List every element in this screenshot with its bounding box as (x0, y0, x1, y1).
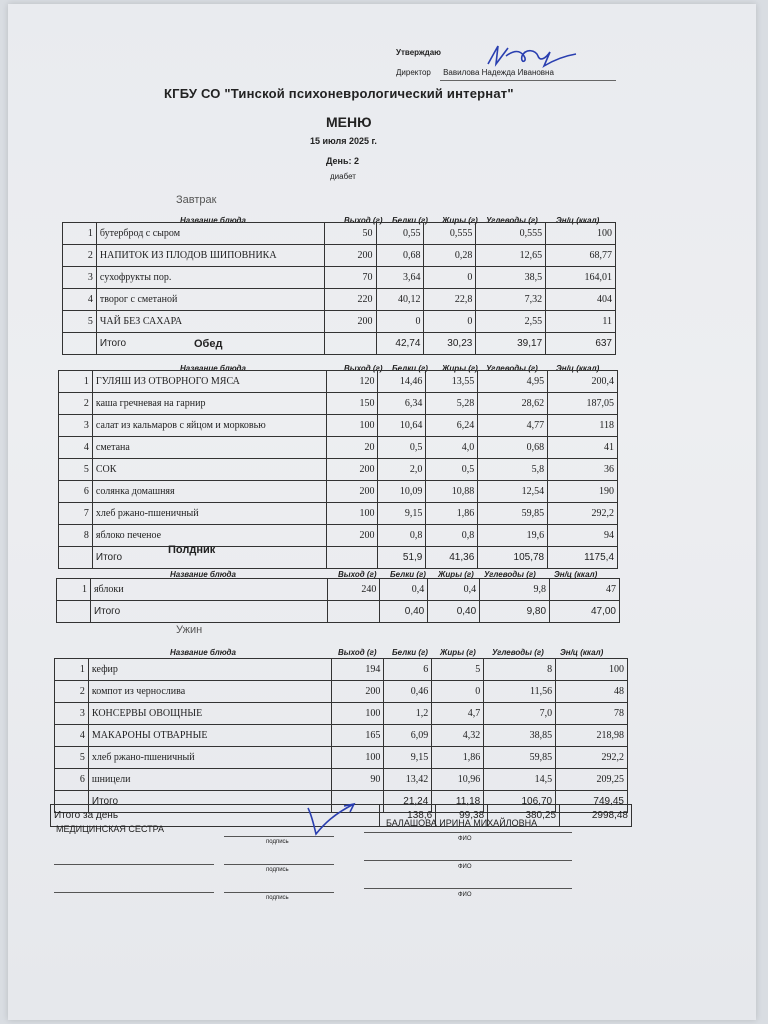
dish-name: сухофрукты пор. (96, 267, 324, 289)
row-number: 2 (63, 245, 97, 267)
dish-carbs: 7,0 (484, 703, 556, 725)
dish-output: 200 (326, 481, 378, 503)
col-energy: Эн/ц (ккал) (560, 648, 604, 657)
day-total-carbs: 380,25 (488, 805, 560, 827)
dish-name: шницели (88, 769, 332, 791)
dish-name: яблоко печеное (92, 525, 326, 547)
section-title-lunch: Обед (194, 338, 223, 350)
dish-name: ЧАЙ БЕЗ САХАРА (96, 311, 324, 333)
col-protein: Белки (г) (392, 364, 428, 373)
dish-name: ГУЛЯШ ИЗ ОТВОРНОГО МЯСА (92, 371, 326, 393)
dish-energy: 100 (546, 223, 616, 245)
total-row (59, 547, 618, 569)
total-carbs: 105,78 (478, 547, 548, 569)
dish-carbs: 14,5 (484, 769, 556, 791)
dish-name: хлеб ржано-пшеничный (92, 503, 326, 525)
dish-protein: 40,12 (376, 289, 424, 311)
table-row (59, 525, 618, 547)
total-carbs: 9,80 (480, 601, 550, 623)
day-total-energy: 2998,48 (560, 805, 632, 827)
row-number: 5 (63, 311, 97, 333)
row-number: 3 (59, 415, 93, 437)
total-output-cell (324, 333, 376, 355)
dish-protein: 6 (384, 659, 432, 681)
dish-protein: 14,46 (378, 371, 426, 393)
dish-carbs: 12,54 (478, 481, 548, 503)
total-energy: 47,00 (550, 601, 620, 623)
dish-energy: 187,05 (548, 393, 618, 415)
dish-carbs: 2,55 (476, 311, 546, 333)
sign-line-2 (224, 864, 334, 865)
table-row (55, 747, 628, 769)
dish-fat: 5,28 (426, 393, 478, 415)
director-title: Директор (396, 68, 431, 77)
director-name: Вавилова Надежда Ивановна (443, 68, 554, 77)
dish-fat: 10,96 (432, 769, 484, 791)
row-number: 1 (63, 223, 97, 245)
dish-protein: 0,4 (380, 579, 428, 601)
col-fat: Жиры (г) (438, 570, 474, 579)
dish-carbs: 59,85 (484, 747, 556, 769)
dish-output: 120 (326, 371, 378, 393)
dish-fat: 0,28 (424, 245, 476, 267)
row-number: 5 (59, 459, 93, 481)
section-title-dinner: Ужин (176, 624, 203, 636)
dish-protein: 0,68 (376, 245, 424, 267)
col-output: Выход (г) (338, 570, 377, 579)
col-dish: Название блюда (170, 648, 236, 657)
sign-caption-1: подпись (266, 839, 289, 845)
dish-fat: 0,5 (426, 459, 478, 481)
dish-output: 240 (328, 579, 380, 601)
dish-protein: 0,5 (378, 437, 426, 459)
role-line-2 (54, 864, 214, 865)
fio-line-3 (364, 888, 572, 889)
dish-energy: 118 (548, 415, 618, 437)
total-output-cell (328, 601, 380, 623)
dish-output: 194 (332, 659, 384, 681)
table-row (63, 311, 616, 333)
row-number: 4 (59, 437, 93, 459)
row-number: 1 (55, 659, 89, 681)
dish-energy: 68,77 (546, 245, 616, 267)
table-row (55, 769, 628, 791)
fio-line-1 (364, 832, 572, 833)
total-protein: 42,74 (376, 333, 424, 355)
dish-energy: 36 (548, 459, 618, 481)
dish-carbs: 59,85 (478, 503, 548, 525)
row-number: 3 (55, 703, 89, 725)
sign-caption-2: подпись (266, 867, 289, 873)
dish-energy: 292,2 (556, 747, 628, 769)
col-output: Выход (г) (344, 364, 383, 373)
dish-energy: 94 (548, 525, 618, 547)
dish-name: кефир (88, 659, 332, 681)
total-label: Итого (96, 333, 324, 355)
organization-name: КГБУ СО "Тинской психоневрологический интернат" (164, 86, 514, 101)
dish-name: сметана (92, 437, 326, 459)
total-carbs: 39,17 (476, 333, 546, 355)
col-output: Выход (г) (338, 648, 377, 657)
total-protein: 51,9 (378, 547, 426, 569)
dish-output: 20 (326, 437, 378, 459)
fio-caption-2: ФИО (458, 864, 472, 870)
dish-fat: 1,86 (426, 503, 478, 525)
dish-fat: 0 (424, 311, 476, 333)
dish-output: 100 (332, 747, 384, 769)
total-label: Итого (92, 547, 326, 569)
dish-fat: 4,0 (426, 437, 478, 459)
dish-name: СОК (92, 459, 326, 481)
col-dish: Название блюда (180, 364, 246, 373)
fio-caption-1: ФИО (458, 836, 472, 842)
day-total-label: Итого за день (51, 805, 380, 827)
cook-name: БАЛАШОВА ИРИНА МИХАЙЛОВНА (386, 818, 538, 828)
table-snack (56, 578, 620, 623)
dish-energy: 164,01 (546, 267, 616, 289)
table-row (63, 289, 616, 311)
table-row (59, 459, 618, 481)
dish-protein: 9,15 (384, 747, 432, 769)
dish-output: 70 (324, 267, 376, 289)
dish-fat: 0 (432, 681, 484, 703)
dish-output: 165 (332, 725, 384, 747)
dish-output: 200 (326, 459, 378, 481)
section-title-breakfast: Завтрак (176, 194, 217, 206)
total-energy: 749,45 (556, 791, 628, 813)
dish-fat: 0,8 (426, 525, 478, 547)
col-carbs: Углеводы (г) (486, 216, 538, 225)
dish-protein: 10,09 (378, 481, 426, 503)
menu-title: МЕНЮ (326, 114, 372, 130)
role-line-3 (54, 892, 214, 893)
total-label: Итого (90, 601, 327, 623)
table-row (59, 393, 618, 415)
dish-carbs: 38,85 (484, 725, 556, 747)
dish-output: 100 (332, 703, 384, 725)
dish-carbs: 0,555 (476, 223, 546, 245)
total-energy: 637 (546, 333, 616, 355)
dish-fat: 1,86 (432, 747, 484, 769)
col-protein: Белки (г) (392, 648, 428, 657)
dish-output: 200 (324, 245, 376, 267)
sign-caption-3: подпись (266, 895, 289, 901)
table-row (63, 245, 616, 267)
dish-carbs: 12,65 (476, 245, 546, 267)
dish-fat: 6,24 (426, 415, 478, 437)
col-protein: Белки (г) (390, 570, 426, 579)
dish-protein: 0,46 (384, 681, 432, 703)
col-energy: Эн/ц (ккал) (554, 570, 598, 579)
dish-name: творог с сметаной (96, 289, 324, 311)
dish-carbs: 9,8 (480, 579, 550, 601)
total-row (57, 601, 620, 623)
col-dish: Название блюда (170, 570, 236, 579)
fio-line-2 (364, 860, 572, 861)
dish-carbs: 0,68 (478, 437, 548, 459)
dish-energy: 47 (550, 579, 620, 601)
dish-name: КОНСЕРВЫ ОВОЩНЫЕ (88, 703, 332, 725)
col-carbs: Углеводы (г) (484, 570, 536, 579)
dish-energy: 48 (556, 681, 628, 703)
table-row (63, 267, 616, 289)
col-energy: Эн/ц (ккал) (556, 364, 600, 373)
dish-name: компот из чернослива (88, 681, 332, 703)
dish-carbs: 28,62 (478, 393, 548, 415)
dish-protein: 6,09 (384, 725, 432, 747)
dish-name: МАКАРОНЫ ОТВАРНЫЕ (88, 725, 332, 747)
director-underline (440, 80, 616, 81)
col-protein: Белки (г) (392, 216, 428, 225)
dish-protein: 1,2 (384, 703, 432, 725)
dish-protein: 3,64 (376, 267, 424, 289)
col-carbs: Углеводы (г) (486, 364, 538, 373)
table-row (55, 725, 628, 747)
dish-output: 200 (332, 681, 384, 703)
dish-carbs: 19,6 (478, 525, 548, 547)
dish-carbs: 4,77 (478, 415, 548, 437)
total-fat: 41,36 (426, 547, 478, 569)
row-number: 5 (55, 747, 89, 769)
table-dinner (54, 658, 628, 813)
day-total-fat: 99,38 (436, 805, 488, 827)
menu-date: 15 июля 2025 г. (310, 136, 377, 146)
dish-fat: 5 (432, 659, 484, 681)
row-number: 1 (57, 579, 91, 601)
table-lunch (58, 370, 618, 569)
dish-fat: 0,555 (424, 223, 476, 245)
dish-energy: 190 (548, 481, 618, 503)
dish-fat: 22,8 (424, 289, 476, 311)
table-row (59, 437, 618, 459)
dish-fat: 0,4 (428, 579, 480, 601)
row-number: 6 (59, 481, 93, 503)
table-row (55, 703, 628, 725)
dish-energy: 292,2 (548, 503, 618, 525)
total-blank-cell (57, 601, 91, 623)
dish-name: яблоки (90, 579, 327, 601)
sign-line-3 (224, 892, 334, 893)
sign-line-1 (224, 836, 334, 837)
approve-label: Утверждаю (396, 48, 441, 57)
dish-protein: 2,0 (378, 459, 426, 481)
col-fat: Жиры (г) (440, 648, 476, 657)
row-number: 8 (59, 525, 93, 547)
dish-energy: 100 (556, 659, 628, 681)
dish-output: 200 (324, 311, 376, 333)
fio-caption-3: ФИО (458, 892, 472, 898)
dish-protein: 6,34 (378, 393, 426, 415)
dish-protein: 13,42 (384, 769, 432, 791)
day-total-protein: 138,6 (380, 805, 436, 827)
row-number: 2 (59, 393, 93, 415)
dish-energy: 218,98 (556, 725, 628, 747)
col-dish: Название блюда (180, 216, 246, 225)
dish-output: 100 (326, 503, 378, 525)
row-number: 6 (55, 769, 89, 791)
dish-output: 150 (326, 393, 378, 415)
dish-energy: 404 (546, 289, 616, 311)
total-blank-cell (59, 547, 93, 569)
dish-name: солянка домашняя (92, 481, 326, 503)
director-line (396, 68, 564, 77)
dish-energy: 11 (546, 311, 616, 333)
total-blank-cell (63, 333, 97, 355)
nurse-label: МЕДИЦИНСКАЯ СЕСТРА (56, 824, 165, 834)
row-number: 4 (63, 289, 97, 311)
dish-carbs: 11,56 (484, 681, 556, 703)
dish-carbs: 4,95 (478, 371, 548, 393)
total-fat: 0,40 (428, 601, 480, 623)
total-row (63, 333, 616, 355)
table-row (57, 579, 620, 601)
total-protein: 21,24 (384, 791, 432, 813)
dish-protein: 10,64 (378, 415, 426, 437)
total-energy: 1175,4 (548, 547, 618, 569)
dish-fat: 0 (424, 267, 476, 289)
dish-energy: 200,4 (548, 371, 618, 393)
dish-output: 100 (326, 415, 378, 437)
dish-carbs: 38,5 (476, 267, 546, 289)
dish-output: 200 (326, 525, 378, 547)
total-protein: 0,40 (380, 601, 428, 623)
row-number: 2 (55, 681, 89, 703)
dish-carbs: 5,8 (478, 459, 548, 481)
dish-name: бутерброд с сыром (96, 223, 324, 245)
dish-protein: 9,15 (378, 503, 426, 525)
dish-protein: 0,8 (378, 525, 426, 547)
dish-output: 220 (324, 289, 376, 311)
dish-energy: 41 (548, 437, 618, 459)
table-row (55, 681, 628, 703)
row-number: 7 (59, 503, 93, 525)
total-carbs: 106,70 (484, 791, 556, 813)
dish-output: 90 (332, 769, 384, 791)
dish-fat: 13,55 (426, 371, 478, 393)
total-output-cell (326, 547, 378, 569)
table-row (59, 481, 618, 503)
table-row (63, 223, 616, 245)
dish-fat: 10,88 (426, 481, 478, 503)
col-energy: Эн/ц (ккал) (556, 216, 600, 225)
dish-energy: 209,25 (556, 769, 628, 791)
dish-carbs: 8 (484, 659, 556, 681)
dish-name: салат из кальмаров с яйцом и морковью (92, 415, 326, 437)
total-label: Итого (88, 791, 332, 813)
menu-day: День: 2 (326, 156, 359, 166)
dish-carbs: 7,32 (476, 289, 546, 311)
table-row (59, 503, 618, 525)
table-breakfast (62, 222, 616, 355)
dish-fat: 4,7 (432, 703, 484, 725)
row-number: 4 (55, 725, 89, 747)
col-fat: Жиры (г) (442, 364, 478, 373)
col-carbs: Углеводы (г) (492, 648, 544, 657)
total-fat: 11,18 (432, 791, 484, 813)
dish-name: каша гречневая на гарнир (92, 393, 326, 415)
dish-name: НАПИТОК ИЗ ПЛОДОВ ШИПОВНИКА (96, 245, 324, 267)
dish-energy: 78 (556, 703, 628, 725)
dish-name: хлеб ржано-пшеничный (88, 747, 332, 769)
total-fat: 30,23 (424, 333, 476, 355)
section-title-snack: Полдник (168, 544, 216, 556)
row-number: 1 (59, 371, 93, 393)
col-output: Выход (г) (344, 216, 383, 225)
table-row (59, 371, 618, 393)
col-fat: Жиры (г) (442, 216, 478, 225)
table-row (55, 659, 628, 681)
dish-fat: 4,32 (432, 725, 484, 747)
paper-sheet (8, 4, 756, 1020)
menu-diet: диабет (330, 172, 356, 181)
dish-output: 50 (324, 223, 376, 245)
table-row (59, 415, 618, 437)
dish-protein: 0,55 (376, 223, 424, 245)
dish-protein: 0 (376, 311, 424, 333)
row-number: 3 (63, 267, 97, 289)
